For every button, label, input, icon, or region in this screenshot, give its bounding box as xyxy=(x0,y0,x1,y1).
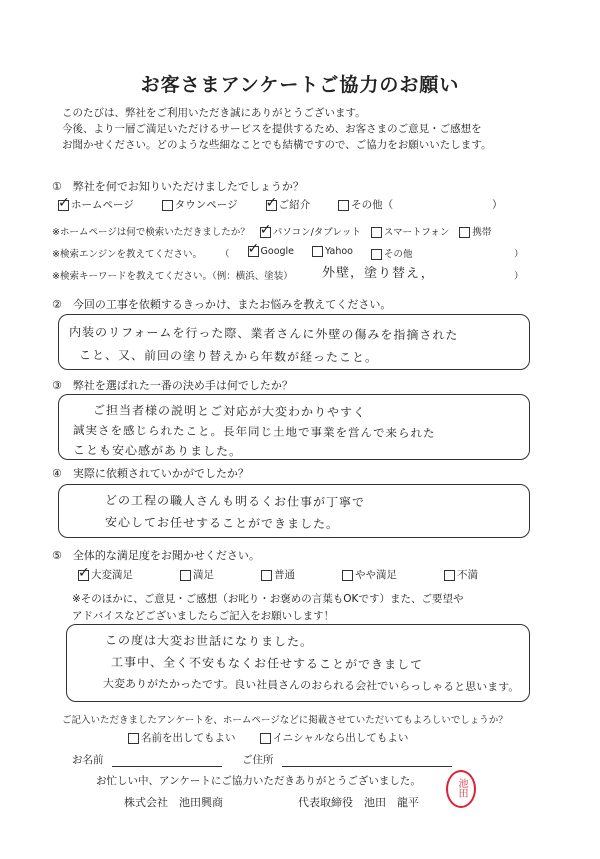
device-question: ※ホームページは何で検索いただきましたか？ xyxy=(52,227,250,238)
q4-answer-line: 安心してお任せすることができました。 xyxy=(104,515,340,532)
name-label: お名前 xyxy=(72,754,104,766)
q1-engine-row: ※検索エンジンを教えてください。 （ ✓ Google Yahoo その他 xyxy=(52,241,413,260)
q5-option-normal[interactable]: 普通 xyxy=(261,567,295,582)
name-field[interactable] xyxy=(112,766,222,767)
checkbox[interactable] xyxy=(78,564,90,581)
checkbox[interactable] xyxy=(259,222,272,238)
q1-device-row xyxy=(52,224,491,238)
close-paren: ） xyxy=(514,249,524,260)
comment-answer-box[interactable] xyxy=(66,624,530,702)
engine-other[interactable]: その他 xyxy=(371,246,413,260)
q3-answer-line: 誠実さを感じられたこと。長年同じ土地で事業を営んで来られた xyxy=(72,423,436,441)
q3-label: ③ 弊社を選ばれた一番の決め手は何でしたか？ xyxy=(52,379,293,392)
checkbox[interactable] xyxy=(261,570,272,581)
q1-option-townpage[interactable]: タウンページ xyxy=(162,197,238,212)
q5-options xyxy=(78,564,478,582)
comment-answer-line: 工事中、全く不安もなくお任せすることができまして xyxy=(110,655,424,672)
address-field[interactable] xyxy=(282,766,452,767)
device-smartphone[interactable]: スマートフォン xyxy=(371,224,450,238)
consent-initials-ok[interactable]: イニシャルなら出してもよい xyxy=(260,730,409,745)
comment-prompt: ※そのほかに、ご意見・ご感想（お叱り・お褒めの言葉もOKです）また、ご要望や アドバイスなどございましたらご記入をお願いします！ xyxy=(72,593,464,622)
comment-answer-line: 大変ありがたかったです。良い社員さんのおられる会社でいらっしゃると思います。 xyxy=(102,677,520,694)
q1-option-referral[interactable]: ✓ ご紹介 xyxy=(265,194,311,211)
checkbox[interactable] xyxy=(265,194,278,211)
q4-answer-line: どの工程の職人さんも明るくお仕事が丁寧で xyxy=(104,493,366,510)
q2-answer-line: こと、又、前回の塗り替えから年数が経ったこと。 xyxy=(78,348,379,365)
checkbox[interactable] xyxy=(312,246,323,257)
close-paren: ） xyxy=(514,271,524,282)
checkbox[interactable] xyxy=(260,733,271,744)
q5-option-dissatisfied[interactable]: 不満 xyxy=(444,567,478,582)
intro-line: 今後、より一層ご満足いただけるサービスを提供するため、お客さまのご意見・ご感想を xyxy=(62,123,482,135)
checkbox[interactable] xyxy=(180,570,191,581)
q2-label: ② 今回の工事を依頼するきっかけ、またお悩みを教えてください。 xyxy=(52,298,392,311)
q1-options xyxy=(58,194,558,212)
q1-option-homepage[interactable]: ✓ ホームページ xyxy=(58,194,134,211)
thanks-text: お忙しい中、アンケートにご協力いただきありがとうございました。 xyxy=(96,775,421,787)
check-mark-icon: ✓ xyxy=(78,564,90,581)
consent-options xyxy=(128,730,408,745)
intro-line: お聞かせください。どのような些細なことでも結構ですので、ご協力をお願いいたします。 xyxy=(62,139,492,151)
q5-option-somewhat-satisfied[interactable]: やや満足 xyxy=(342,567,397,582)
q2-answer-box[interactable] xyxy=(58,314,530,370)
q4-answer-box[interactable] xyxy=(58,484,530,538)
engine-question: ※検索エンジンを教えてください。 xyxy=(52,249,202,260)
checkbox[interactable] xyxy=(247,241,260,257)
survey-title: お客さまアンケートご協力のお願い xyxy=(140,74,460,96)
q5-option-very-satisfied[interactable]: ✓ 大変満足 xyxy=(78,564,133,581)
checkbox[interactable] xyxy=(444,570,455,581)
device-pc[interactable]: ✓ パソコン/タブレット xyxy=(259,222,361,238)
checkbox[interactable] xyxy=(459,227,470,238)
consent-name-ok[interactable]: 名前を出してもよい xyxy=(128,730,236,745)
q1-option-other[interactable]: その他（ xyxy=(338,197,393,212)
checkbox[interactable] xyxy=(371,249,382,260)
address-label: ご住所 xyxy=(242,754,274,766)
check-mark-icon: ✓ xyxy=(259,222,272,238)
representative-name: 代表取締役 池田 龍平 xyxy=(298,796,419,809)
device-mobile[interactable]: 携帯 xyxy=(459,224,491,238)
intro-text xyxy=(62,105,562,153)
check-mark-icon: ✓ xyxy=(265,194,278,211)
checkbox[interactable] xyxy=(162,200,173,211)
checkbox[interactable] xyxy=(338,200,349,211)
seal-stamp: 池田 xyxy=(446,770,476,808)
engine-google[interactable]: ✓ Google xyxy=(247,241,295,257)
checkbox[interactable] xyxy=(371,227,382,238)
q5-option-satisfied[interactable]: 満足 xyxy=(180,567,214,582)
checkbox[interactable] xyxy=(58,194,70,211)
keyword-answer: 外壁，塗り替え， xyxy=(321,265,435,282)
check-mark-icon: ✓ xyxy=(247,241,260,257)
q5-label: ⑤ 全体的な満足度をお聞かせください。 xyxy=(52,549,260,562)
q3-answer-box[interactable] xyxy=(58,394,530,460)
q1-label: ① 弊社を何でお知りいただけましたでしょうか？ xyxy=(52,180,304,193)
q3-answer-line: ことも安心感がありました。 xyxy=(72,443,243,459)
engine-yahoo[interactable]: Yahoo xyxy=(312,246,353,260)
q4-label: ④ 実際に依頼されていかがでしたか？ xyxy=(52,467,249,480)
keyword-question: ※検索キーワードを教えてください。（例：横浜、塗装） xyxy=(52,271,293,282)
close-paren: ） xyxy=(492,199,503,211)
comment-answer-line: この度は大変お世話になりました。 xyxy=(104,633,314,649)
check-mark-icon: ✓ xyxy=(58,194,70,211)
intro-line: このたびは、弊社をご利用いただき誠にありがとうございます。 xyxy=(62,107,366,119)
checkbox[interactable] xyxy=(342,570,353,581)
checkbox[interactable] xyxy=(128,733,139,744)
q2-answer-line: 内装のリフォームを行った際、業者さんに外壁の傷みを指摘された xyxy=(68,324,459,343)
company-name: 株式会社 池田興商 xyxy=(124,796,223,809)
q3-answer-line: ご担当者様の説明とご対応が大変わかりやすく xyxy=(92,403,367,420)
consent-question: ご記入いただきましたアンケートを、ホームページなどに掲載させていただいてもよろしいでしょうか？ xyxy=(62,715,508,726)
